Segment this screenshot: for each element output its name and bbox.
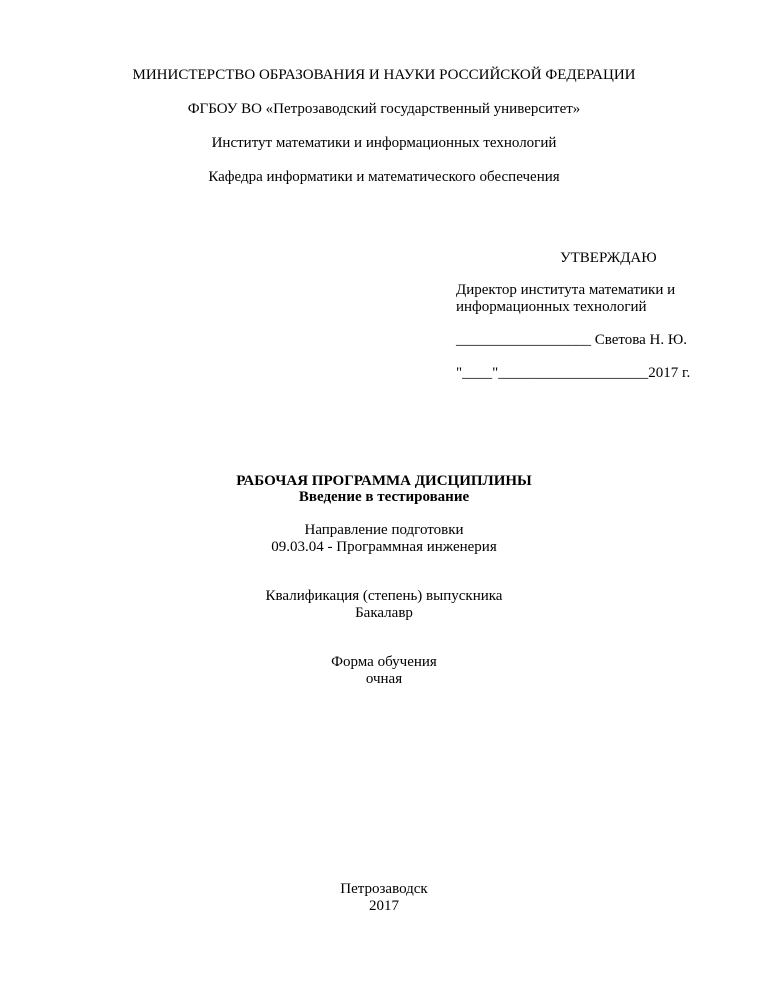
city-name: Петрозаводск [340,881,428,897]
approval-signature-line: __________________ Светова Н. Ю. [456,332,688,348]
year: 2017 [369,898,399,914]
approval-date-line: "____"____________________2017 г. [456,365,691,381]
department-name: Кафедра информатики и математического обеспечения [208,169,560,185]
approval-position-line2: информационных технологий [456,299,647,315]
institute-name: Институт математики и информационных технологий [211,135,557,151]
program-title: РАБОЧАЯ ПРОГРАММА ДИСЦИПЛИНЫ [236,473,532,489]
direction-label: Направление подготовки [304,522,464,538]
qualification-label: Квалификация (степень) выпускника [265,588,503,604]
study-form-value: очная [365,671,403,687]
discipline-name: Введение в тестирование [298,489,470,505]
direction-value: 09.03.04 - Программная инженерия [271,539,497,555]
study-form-label: Форма обучения [331,654,437,670]
approval-position-line1: Директор института математики и [456,282,676,298]
approval-title: УТВЕРЖДАЮ [560,250,657,266]
qualification-value: Бакалавр [355,605,413,621]
university-name: ФГБОУ ВО «Петрозаводский государственный университет» [187,101,581,117]
ministry-heading: МИНИСТЕРСТВО ОБРАЗОВАНИЯ И НАУКИ РОССИЙСКОЙ ФЕДЕРАЦИИ [132,67,636,83]
